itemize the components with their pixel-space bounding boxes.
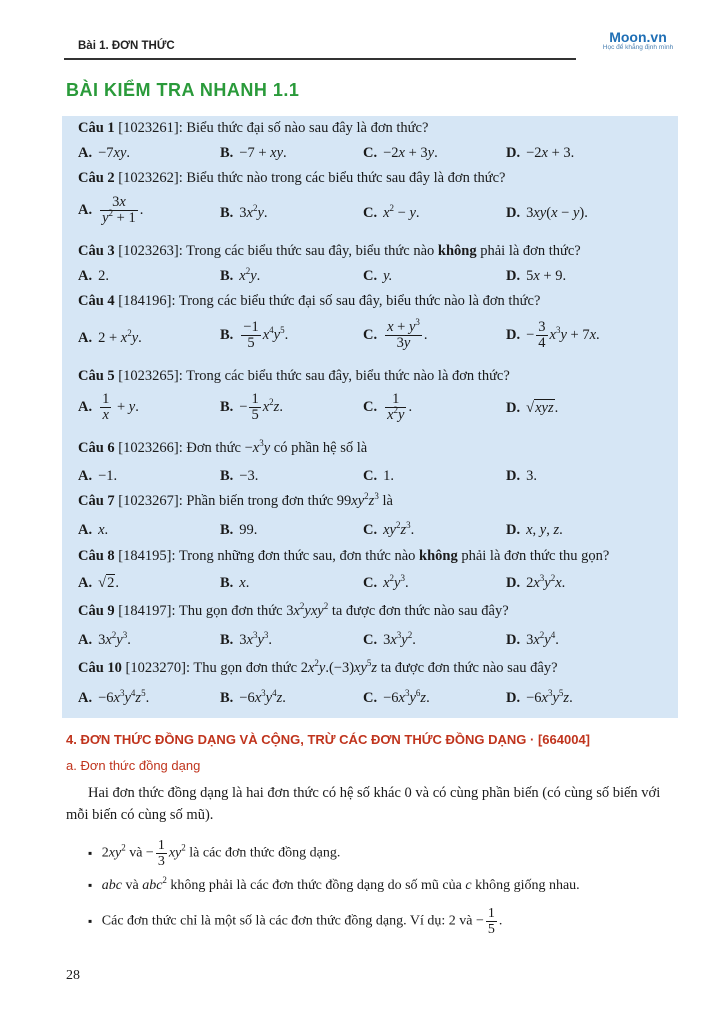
brand-name: Moon.vn [609, 29, 667, 45]
q10-option-d: D. $-6x^3y^5z$. [506, 688, 573, 706]
question-1: Câu 1 [1023261]: Biểu thức đại số nào sau đây là đơn thức? [78, 120, 429, 136]
q5-option-b: B. − $\frac{1}{5}$ $x^2z$. [220, 391, 283, 423]
q4-option-c: C. $\frac{x + y^3}{3y}$ . [363, 317, 428, 351]
definition-paragraph: Hai đơn thức đồng dạng là hai đơn thức có hệ số khác 0 và có cùng phần biến (có cùng số biến với mỗi biến có cùng số mũ). [66, 785, 661, 823]
q5-option-c: C. $\frac{1}{x^2y}$ . [363, 391, 413, 423]
question-9: Câu 9 [184197]: Thu gọn đơn thức $3x^2yxy^2$ ta được đơn thức nào sau đây? [78, 601, 509, 619]
q1-option-d: D. −2x + 3. [506, 145, 575, 161]
chapter-title: Bài 1. ĐƠN THỨC [78, 40, 175, 52]
q10-option-b: B. $-6x^3y^4z$. [220, 688, 286, 706]
q6-option-d: D. 3. [506, 468, 537, 484]
q9-option-c: C. $3x^3y^2$. [363, 630, 416, 648]
question-2: Câu 2 [1023262]: Biểu thức nào trong các biểu thức sau đây là đơn thức? [78, 170, 506, 186]
quiz-title: BÀI KIỂM TRA NHANH 1.1 [66, 80, 300, 100]
brand-tagline: Học để khẳng định mình [602, 44, 674, 51]
question-6: Câu 6 [1023266]: Đơn thức $-x^3y$ có phần hệ số là [78, 438, 368, 456]
q8-option-c: C. $x^2y^3$. [363, 573, 409, 591]
q3-option-c: C. y. [363, 268, 393, 284]
question-8: Câu 8 [184195]: Trong những đơn thức sau, đơn thức nào không phải là đơn thức thu gọn? [78, 548, 610, 564]
section-title: 4. ĐƠN THỨC ĐỒNG DẠNG VÀ CỘNG, TRỪ CÁC ĐƠN THỨC ĐỒNG DẠNG · [664004] [66, 732, 591, 747]
question-4: Câu 4 [184196]: Trong các biểu thức đại số sau đây, biểu thức nào là đơn thức? [78, 293, 541, 309]
q9-option-b: B. $3x^3y^3$. [220, 630, 273, 648]
q3-option-a: A. 2. [78, 268, 109, 284]
q9-option-d: D. $3x^2y^4$. [506, 630, 559, 648]
q7-option-b: B. 99. [220, 522, 258, 538]
q2-option-d: D. 3xy(x − y). [506, 205, 588, 221]
q8-option-d: D. $2x^3y^2x$. [506, 573, 566, 591]
q2-option-a: A. $\frac{3x}{y^2 + 1}$ . [78, 194, 144, 226]
page-number: 28 [66, 968, 80, 983]
q5-option-a: A. $\frac{1}{x}$ + y. [78, 391, 139, 423]
q4-option-b: B. $\frac{-1}{5}$ $x^4y^5$. [220, 319, 289, 351]
subsection-title: a. Đơn thức đồng dạng [66, 758, 201, 773]
q8-option-b: B. x. [220, 575, 250, 591]
q4-option-d: D. − $\frac{3}{4}$ $x^3y + 7x$. [506, 319, 600, 351]
q8-option-a: A. √2. [78, 575, 119, 591]
q5-option-d: D. √xyz. [506, 400, 559, 416]
q2-option-c: C. $x^2 - y$. [363, 203, 420, 221]
q6-option-a: A. −1. [78, 468, 118, 484]
q1-option-a: A. −7xy. [78, 145, 131, 161]
question-5: Câu 5 [1023265]: Trong các biểu thức sau đây, biểu thức nào là đơn thức? [78, 368, 510, 384]
q7-option-d: D. x, y, z. [506, 522, 563, 538]
q9-option-a: A. $3x^2y^3$. [78, 630, 131, 648]
q10-option-c: C. $-6x^3y^6z$. [363, 688, 430, 706]
bullet-1: ▪ $2xy^2$ và − $\frac{1}{3}$ $xy^2$ là các đơn thức đồng dạng. [88, 838, 340, 869]
bullet-2: ▪ abc và abc$^2$ không phải là các đơn thức đồng dạng do số mũ của c không giống nhau. [88, 878, 580, 894]
q6-option-c: C. 1. [363, 468, 394, 484]
header-divider [64, 58, 576, 60]
q6-option-b: B. −3. [220, 468, 259, 484]
q1-option-b: B. −7 + xy. [220, 145, 287, 161]
q7-option-a: A. x. [78, 522, 109, 538]
q10-option-a: A. $-6x^3y^4z^5$. [78, 688, 150, 706]
q7-option-c: C. $xy^2z^3$. [363, 520, 415, 538]
q2-option-b: B. $3x^2y$. [220, 203, 268, 221]
q3-option-d: D. 5x + 9. [506, 268, 567, 284]
brand-logo [588, 30, 688, 52]
q1-option-c: C. −2x + 3y. [363, 145, 438, 161]
bullet-3: ▪ Các đơn thức chỉ là một số là các đơn thức đồng dạng. Ví dụ: 2 và − $\frac{1}{5}$ . [88, 906, 502, 937]
q4-option-a: A. $2 + x^2y$. [78, 328, 142, 346]
question-10: Câu 10 [1023270]: Thu gọn đơn thức $2x^2y.(-3)xy^5z$ ta được đơn thức nào sau đây? [78, 658, 558, 676]
q3-option-b: B. $x^2y$. [220, 266, 261, 284]
question-3: Câu 3 [1023263]: Trong các biểu thức sau đây, biểu thức nào không phải là đơn thức? [78, 243, 581, 259]
question-7: Câu 7 [1023267]: Phần biến trong đơn thức $99xy^2z^3$ là [78, 491, 393, 509]
